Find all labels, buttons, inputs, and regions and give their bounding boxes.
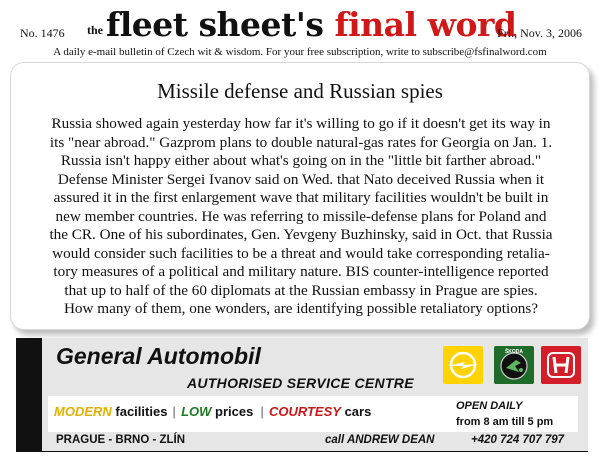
issue-number: No. 1476 [20, 26, 65, 40]
article-body [17, 115, 585, 319]
ad-cities: PRAGUE - BRNO - ZLÍN [56, 434, 186, 446]
feature-low: LOW [181, 404, 212, 419]
article-line: new member countries. He was referring to missile-defense plans for Poland and [55, 207, 547, 225]
advertisement-content [42, 338, 588, 451]
article-box [10, 62, 590, 330]
ad-phone[interactable]: +420 724 707 797 [471, 434, 565, 446]
opening-hours [456, 398, 553, 430]
article-line: How many of them, one wonders, are identifying possible retaliatory options? [63, 300, 539, 317]
tagline: A daily e-mail bulletin of Czech wit & wisdom. For your free subscription, write to subscribe@fsfinalword.com [53, 46, 547, 58]
masthead-the: the [87, 23, 103, 37]
advertisement-banner[interactable] [16, 338, 588, 452]
honda-logo [541, 346, 581, 384]
opening-hours-time: from 8 am till 5 pm [456, 416, 554, 428]
ad-subtitle: AUTHORISED SERVICE CENTRE [187, 375, 414, 391]
article-line: assured it in the first enlargement wave that military facilities wouldn't be built in [53, 189, 549, 206]
feature-modern: MODERN [54, 404, 112, 419]
feature-courtesy: COURTESY [268, 404, 341, 419]
article-line: its "near abroad." Gazprom plans to double natural-gas rates for Georgia on Jan. 1. [49, 133, 553, 151]
brand-title-part1: fleet sheet's [106, 5, 324, 44]
article-line: the CR. One of his subordinates, Gen. Yevgeny Buzhinsky, said in Oct. that Russia [49, 226, 553, 243]
article-line: Defense Minister Sergei Ivanov said on Wed. that Nato deceived Russia when it [57, 170, 545, 188]
issue-date: Fri., Nov. 3, 2006 [497, 26, 582, 40]
article-line: Russia showed again yesterday how far it's willing to go if it doesn't get its way in [51, 115, 551, 132]
feature-facilities: facilities [111, 404, 168, 419]
brand-title-part2: final word [334, 5, 517, 44]
skoda-logo [494, 346, 534, 384]
opel-logo [443, 346, 483, 384]
ad-features [54, 404, 371, 419]
feature-separator: | [260, 404, 264, 419]
article-line: tory measures of a political and military nature. BIS counter-intelligence reported [53, 263, 549, 280]
article-headline: Missile defense and Russian spies [157, 79, 443, 103]
feature-separator: | [172, 404, 177, 419]
masthead [14, 5, 586, 44]
ad-company-name: General Automobil [56, 343, 261, 369]
feature-cars: cars [340, 404, 372, 419]
article-line: that up to half of the 60 diplomats at the Russian embassy in Prague are spies. [64, 281, 538, 299]
brand-title [106, 6, 516, 44]
article-line: would consider such facilities to be a threat and would take corresponding retalia- [52, 244, 550, 262]
skoda-logo-text: ŠKODA [504, 349, 524, 355]
feature-prices: prices [211, 404, 254, 419]
opening-hours-title: OPEN DAILY [456, 400, 523, 412]
article-line: Russia isn't happy either about what's going on in the "little bit farther abroad." [60, 152, 542, 169]
ad-contact: call ANDREW DEAN [325, 434, 435, 446]
